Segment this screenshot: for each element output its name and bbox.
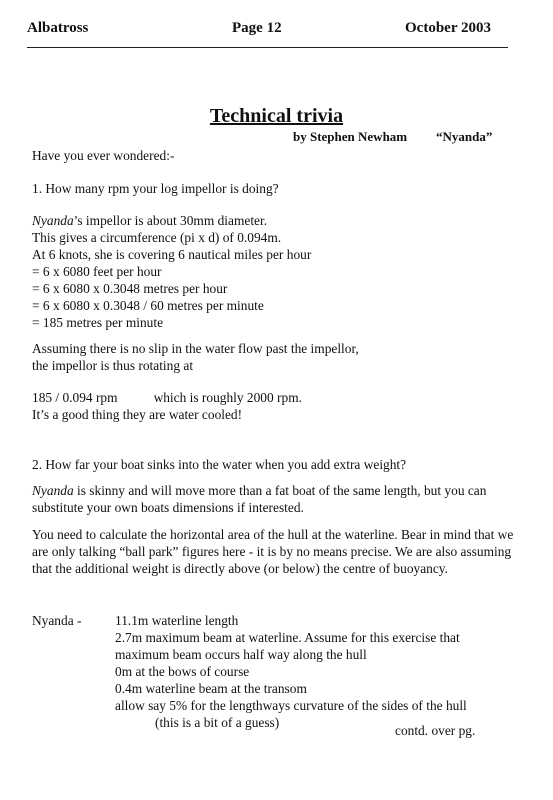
question-2: 2. How far your boat sinks into the water when you add extra weight?	[32, 457, 407, 472]
calc-line-6: = 6 x 6080 x 0.3048 / 60 metres per minute	[32, 298, 264, 313]
spec-note: (this is a bit of a guess)	[155, 715, 280, 730]
calc-line-4: = 6 x 6080 feet per hour	[32, 264, 162, 279]
issue-date: October 2003	[405, 20, 491, 36]
header-rule	[27, 47, 508, 48]
skinny-text: is skinny and will move more than a fat boat of the same length, but you can substitute your own boats dimensions if interested.	[32, 483, 487, 515]
spec-waterline-length: 11.1m waterline length	[115, 613, 239, 628]
calc-line-1-text: ’s impellor is about 30mm diameter.	[73, 213, 268, 228]
rpm-result: which is roughly 2000 rpm.	[153, 390, 302, 405]
spec-max-beam: 2.7m maximum beam at waterline. Assume for this exercise that	[115, 630, 460, 645]
assume-line-2: the impellor is thus rotating at	[32, 358, 194, 373]
skinny-paragraph	[32, 482, 512, 516]
calc-line-5: = 6 x 6080 x 0.3048 metres per hour	[32, 281, 228, 296]
spec-transom: 0.4m waterline beam at the transom	[115, 681, 307, 696]
byline-author: by Stephen Newham	[293, 129, 408, 144]
spec-label: Nyanda -	[32, 613, 82, 628]
rpm-calc: 185 / 0.094 rpm	[32, 390, 118, 405]
spec-max-beam-cont: maximum beam occurs half way along the hull	[115, 647, 367, 662]
spec-bows: 0m at the bows of course	[115, 664, 250, 679]
question-1: 1. How many rpm your log impellor is doing?	[32, 181, 279, 196]
calc-paragraph: You need to calculate the horizontal area of the hull at the waterline. Bear in mind that we are only talking “ball park” figures here - it is by no means precise. We are also assuming that the additional weight is directly above (or below) the centre of buoyancy.	[32, 527, 514, 576]
byline-boat: “Nyanda”	[436, 129, 493, 144]
page-number: Page 12	[232, 20, 282, 36]
article-title: Technical trivia	[209, 105, 344, 127]
boat-name: Nyanda	[32, 213, 74, 228]
spec-curvature: allow say 5% for the lengthways curvature of the sides of the hull	[115, 698, 467, 713]
continued-note: contd. over pg.	[395, 723, 476, 738]
intro-text: Have you ever wondered:-	[32, 148, 175, 163]
calc-line-3: At 6 knots, she is covering 6 nautical miles per hour	[32, 247, 312, 262]
rpm-line	[32, 389, 302, 406]
newsletter-name: Albatross	[27, 20, 89, 36]
calc-line-1	[32, 212, 267, 229]
calc-line-2: This gives a circumference (pi x d) of 0.094m.	[32, 230, 282, 245]
assume-line-1: Assuming there is no slip in the water flow past the impellor,	[32, 341, 359, 356]
water-cooled-line: It’s a good thing they are water cooled!	[32, 407, 243, 422]
boat-name-2: Nyanda	[32, 483, 74, 498]
calc-line-7: = 185 metres per minute	[32, 315, 164, 330]
